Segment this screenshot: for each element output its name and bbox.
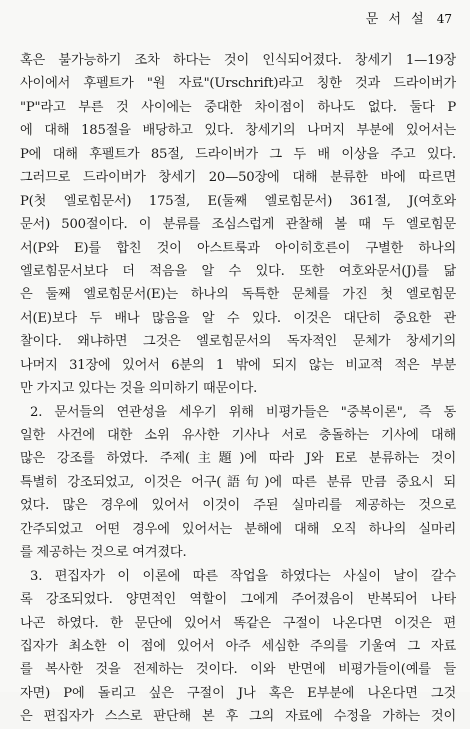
text-line: P(첫 엘로힘문서) 175절, E(둘째 엘로힘문서) 361절, J(여호와 bbox=[20, 193, 456, 209]
text-line: 혹은 불가능하기 조차 하다는 것이 인식되어졌다. 창세기 1—19장 bbox=[20, 53, 456, 68]
text-line: 에 대해 185절을 배당하고 있다. 창세기의 나머지 부분에 있어서는 bbox=[20, 123, 456, 139]
text-line: P에 대해 후펠트가 85절, 드라이버가 그 두 배 이상을 주고 있다. bbox=[20, 146, 456, 162]
text-line: 많은 강조를 하였다. 주제(主題)에 따라 J와 E로 분류하는 것이 bbox=[20, 451, 456, 467]
text-line: 었다. 많은 경우에 있어서 이것이 주된 실마리를 제공하는 것으로 bbox=[20, 498, 456, 514]
text-line: 특별히 강조되었고, 이것은 어구(語句)에 따른 분류 만큼 중요시 되 bbox=[20, 474, 456, 490]
paragraph-end-line: 만 가지고 있다는 것을 의미하기 때문이다. bbox=[20, 381, 258, 397]
text-line: 사이에서 후펠트가 "원 자료"(Urschrift)라고 칭한 것과 드라이버가 bbox=[20, 76, 456, 92]
text-line: 를 복사한 것을 전제하는 것이다. 이와 반면에 비평가들이(예를 들 bbox=[20, 662, 456, 678]
text-line: 서(E)보다 두 배나 많음을 알 수 있다. 이것은 대단히 중요한 관 bbox=[20, 310, 456, 326]
text-line: 서(P와 E)를 합친 것이 아스트룩과 아이히호른이 구별한 하나의 bbox=[20, 240, 456, 256]
header-title: 문 서 설 bbox=[365, 12, 427, 27]
text-line: 집자가 최소한 이 점에 있어서 아주 세심한 주의를 기울여 그 자료 bbox=[20, 638, 456, 654]
text-line: 은 편집자가 스스로 판단해 본 후 그의 자료에 수정을 가하는 것이 bbox=[20, 709, 456, 725]
paragraph-end-line: 를 제공하는 것으로 여겨졌다. bbox=[20, 545, 187, 561]
body-text bbox=[20, 49, 456, 729]
text-line: 자면) P에 돌리고 싶은 구절이 J나 혹은 E부분에 나온다면 그것 bbox=[20, 685, 456, 701]
text-line: 그러므로 드라이버가 창세기 20—50장에 대해 분류한 바에 따르면 bbox=[20, 170, 456, 186]
text-line: "P"라고 부른 것 사이에는 중대한 차이점이 하나도 없다. 둘다 P bbox=[20, 99, 456, 115]
page-number: 47 bbox=[436, 12, 452, 26]
text-line: 록 강조되었다. 양면적인 역할이 그에게 주어졌음이 반복되어 나타 bbox=[20, 592, 456, 608]
text-line: 엘로힘문서보다 더 적음을 알 수 있다. 또한 여호와문서(J)를 닮 bbox=[20, 263, 456, 279]
text-line: 나곤 하였다. 한 문단에 있어서 똑같은 구절이 나온다면 이것은 편 bbox=[20, 615, 456, 631]
text-line: 간주되었고 어떤 경우에 있어서는 분해에 대해 오직 하나의 실마리 bbox=[20, 521, 456, 537]
text-line: 찰이다. 왜냐하면 그것은 엘로힘문서의 독자적인 문체가 창세기의 bbox=[20, 334, 456, 350]
running-header bbox=[366, 8, 452, 27]
text-line: 일한 사건에 대한 소위 유사한 기사나 서로 충돌하는 기사에 대해 bbox=[20, 428, 456, 443]
paragraph-start-line: 3. 편집자가 이 이론에 따른 작업을 하였다는 사실이 날이 갈수 bbox=[30, 568, 456, 584]
paragraph-start-line: 2. 문서들의 연관성을 세우기 위해 비평가들은 "중복이론", 즉 동 bbox=[30, 404, 456, 420]
text-line: 은 둘째 엘로힘문서(E)는 하나의 독특한 문체를 가진 첫 엘로힘문 bbox=[20, 287, 456, 303]
text-line: 문서) 500절이다. 이 분류를 조심스럽게 관찰해 볼 때 두 엘로힘문 bbox=[20, 217, 456, 233]
text-line: 나머지 31장에 있어서 6분의 1 밖에 되지 않는 비교적 적은 부분 bbox=[20, 357, 456, 373]
